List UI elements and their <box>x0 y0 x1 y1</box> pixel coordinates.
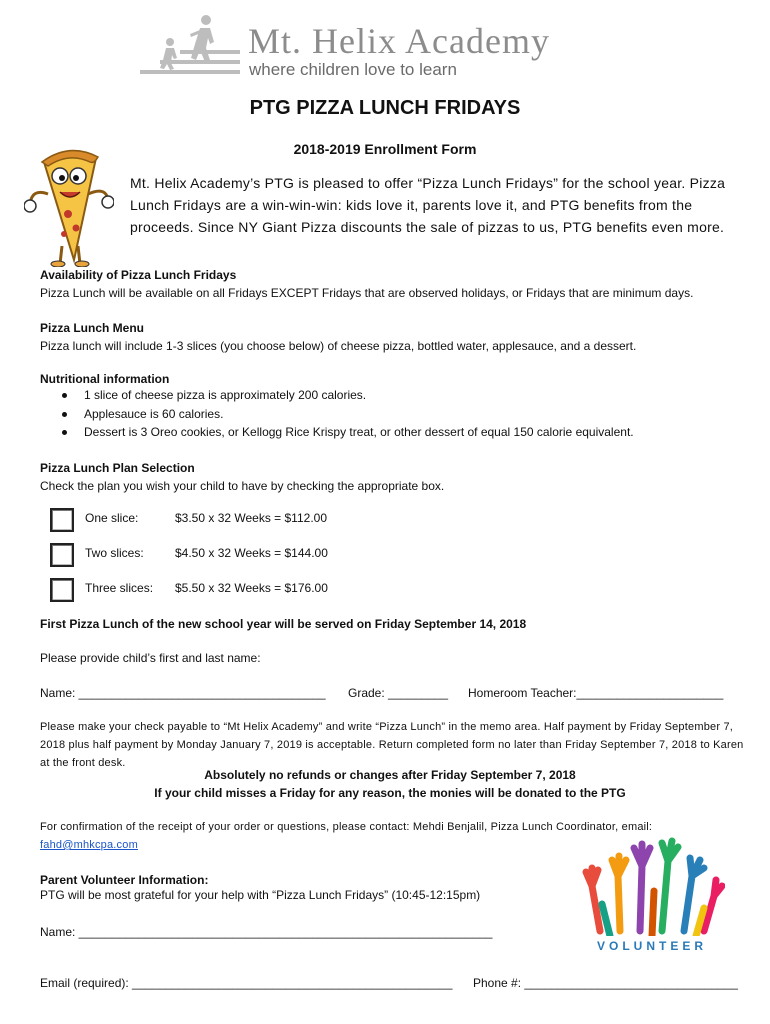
volunteer-phone-field[interactable]: Phone #: ________________________________ <box>473 976 738 990</box>
three-slices-checkbox[interactable] <box>50 578 74 602</box>
contact-text-body: For confirmation of the receipt of your order or questions, please contact: Mehdi Benjalil, Pizza Lunch Coordinator, email: <box>40 821 653 833</box>
nutrition-list <box>58 388 634 444</box>
page-title: PTG PIZZA LUNCH FRIDAYS <box>249 97 521 119</box>
nutrition-item: Applesauce is 60 calories. <box>58 407 634 426</box>
first-lunch-note: First Pizza Lunch of the new school year will be served on Friday September 14, 2018 <box>40 617 527 631</box>
plan-option-price: $4.50 x 32 Weeks = $144.00 <box>175 546 328 560</box>
plan-option-price: $3.50 x 32 Weeks = $112.00 <box>175 511 327 525</box>
refund-note: Absolutely no refunds or changes after Friday September 7, 2018 <box>204 768 576 782</box>
plan-heading: Pizza Lunch Plan Selection <box>40 461 195 475</box>
logo-climbers-icon <box>140 12 240 84</box>
volunteer-hands-icon <box>580 836 725 956</box>
volunteer-email-field[interactable]: Email (required): ________________________________________________ <box>40 976 453 990</box>
child-name-field[interactable]: Name: _____________________________________ <box>40 686 326 700</box>
contact-email-link[interactable]: fahd@mhkcpa.com <box>40 839 138 851</box>
one-slice-checkbox[interactable] <box>50 508 74 532</box>
plan-option-label: Two slices: <box>85 546 144 560</box>
donation-note: If your child misses a Friday for any reason, the monies will be donated to the PTG <box>154 786 626 800</box>
nutrition-item: Dessert is 3 Oreo cookies, or Kellogg Rice Krispy treat, or other dessert of equal 150 calorie equivalent. <box>58 425 634 444</box>
school-name-logo: Mt. Helix Academy <box>248 21 550 61</box>
intro-paragraph: Mt. Helix Academy’s PTG is pleased to offer “Pizza Lunch Fridays” for the school year. Pizza Lunch Fridays are a win-win-win: kids love it, parents love it, and PTG benefits from the proceeds. Since NY Giant Pizza discounts the sale of pizzas to us, PTG benefits even more. <box>130 175 726 235</box>
plan-option-label: Three slices: <box>85 581 154 595</box>
plan-instruction: Check the plan you wish your child to have by checking the appropriate box. <box>40 479 445 493</box>
nutrition-item: 1 slice of cheese pizza is approximately 200 calories. <box>58 388 634 407</box>
homeroom-teacher-field[interactable]: Homeroom Teacher:______________________ <box>468 686 724 700</box>
plan-option-label: One slice: <box>85 511 139 525</box>
form-subtitle: 2018-2019 Enrollment Form <box>293 141 477 157</box>
nutrition-heading: Nutritional information <box>40 372 170 386</box>
school-tagline: where children love to learn <box>249 60 457 79</box>
plan-option-price: $5.50 x 32 Weeks = $176.00 <box>175 581 328 595</box>
availability-text: Pizza Lunch will be available on all Fridays EXCEPT Fridays that are observed holidays, or Fridays that are minimum days. <box>40 286 694 300</box>
volunteer-heading: Parent Volunteer Information: <box>40 873 209 887</box>
two-slices-checkbox[interactable] <box>50 543 74 567</box>
pizza-mascot-icon <box>24 142 114 267</box>
availability-heading: Availability of Pizza Lunch Fridays <box>40 268 237 282</box>
volunteer-image-label: VOLUNTEER <box>596 939 708 953</box>
grade-field[interactable]: Grade: _________ <box>348 686 449 700</box>
menu-heading: Pizza Lunch Menu <box>40 321 145 335</box>
volunteer-text: PTG will be most grateful for your help with “Pizza Lunch Fridays” (10:45-12:15pm) <box>40 888 481 902</box>
menu-text: Pizza lunch will include 1-3 slices (you choose below) of cheese pizza, bottled water, applesauce, and a dessert. <box>40 339 637 353</box>
child-name-prompt: Please provide child’s first and last name: <box>40 651 261 665</box>
payment-note: Please make your check payable to “Mt Helix Academy” and write “Pizza Lunch” in the memo area. Half payment by Friday September 7, 2018 plus half payment by Monday January 7, 2019 is acceptable. Return completed form no later than Friday September 7, 2018 to Karen at the front desk. <box>40 721 744 769</box>
volunteer-name-field[interactable]: Name: ______________________________________________________________ <box>40 925 493 939</box>
